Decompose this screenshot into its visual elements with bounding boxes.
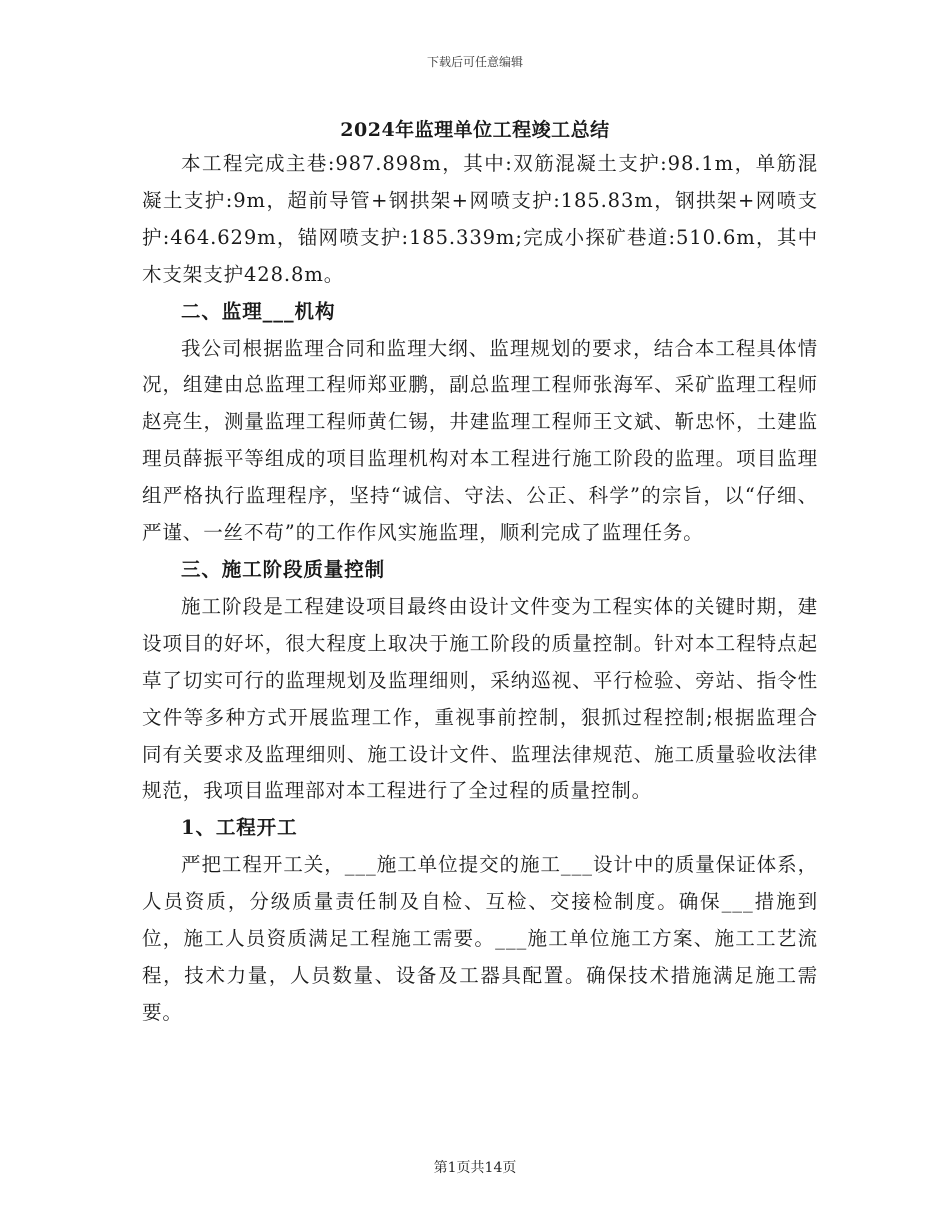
page-header-note: 下载后可任意编辑 xyxy=(426,55,523,69)
document-body xyxy=(142,146,818,1032)
paragraph-quality-control: 施工阶段是工程建设项目最终由设计文件变为工程实体的关键时期，建设项目的好坏，很大程度上取决于施工阶段的质量控制。针对本工程特点起草了切实可行的监理规划及监理细则，采纳巡视、平行检验、旁站、指令性文件等多种方式开展监理工作，重视事前控制，狠抓过程控制;根据监理合同有关要求及监理细则、施工设计文件、监理法律规范、施工质量验收法律规范，我项目监理部对本工程进行了全过程的质量控制。 xyxy=(142,594,818,803)
page-number: 第1页共14页 xyxy=(433,1160,517,1176)
paragraph-project-start: 严把工程开工关，___施工单位提交的施工___设计中的质量保证体系，人员资质，分级质量责任制及自检、互检、交接检制度。确保___措施到位，施工人员资质满足工程施工需要。___施工单位施工方案、施工工艺流程，技术力量，人员数量、设备及工器具配置。确保技术措施满足施工需要。 xyxy=(142,853,818,1024)
paragraph-project-summary: 本工程完成主巷:987.898m，其中:双筋混凝土支护:98.1m，单筋混凝土支护:9m，超前导管+钢拱架+网喷支护:185.83m，钢拱架+网喷支护:464.629m，锚网喷支护:185.339m;完成小探矿巷道:510.6m，其中木支架支护428.8m。 xyxy=(142,152,818,286)
document-title: 2024年监理单位工程竣工总结 xyxy=(340,119,610,141)
section-heading-supervision-org: 二、监理___机构 xyxy=(181,299,336,323)
section-heading-quality-control: 三、施工阶段质量控制 xyxy=(181,557,386,581)
paragraph-supervision-org: 我公司根据监理合同和监理大纲、监理规划的要求，结合本工程具体情况，组建由总监理工程师郑亚鹏，副总监理工程师张海军、采矿监理工程师赵亮生，测量监理工程师黄仁锡，井建监理工程师王文斌、靳忠怀，土建监理员薛振平等组成的项目监理机构对本工程进行施工阶段的监理。项目监理组严格执行监理程序，坚持“诚信、守法、公正、科学”的宗旨，以“仔细、严谨、一丝不苟”的工作作风实施监理，顺利完成了监理任务。 xyxy=(142,336,818,545)
subsection-heading-project-start: 1、工程开工 xyxy=(181,816,298,840)
